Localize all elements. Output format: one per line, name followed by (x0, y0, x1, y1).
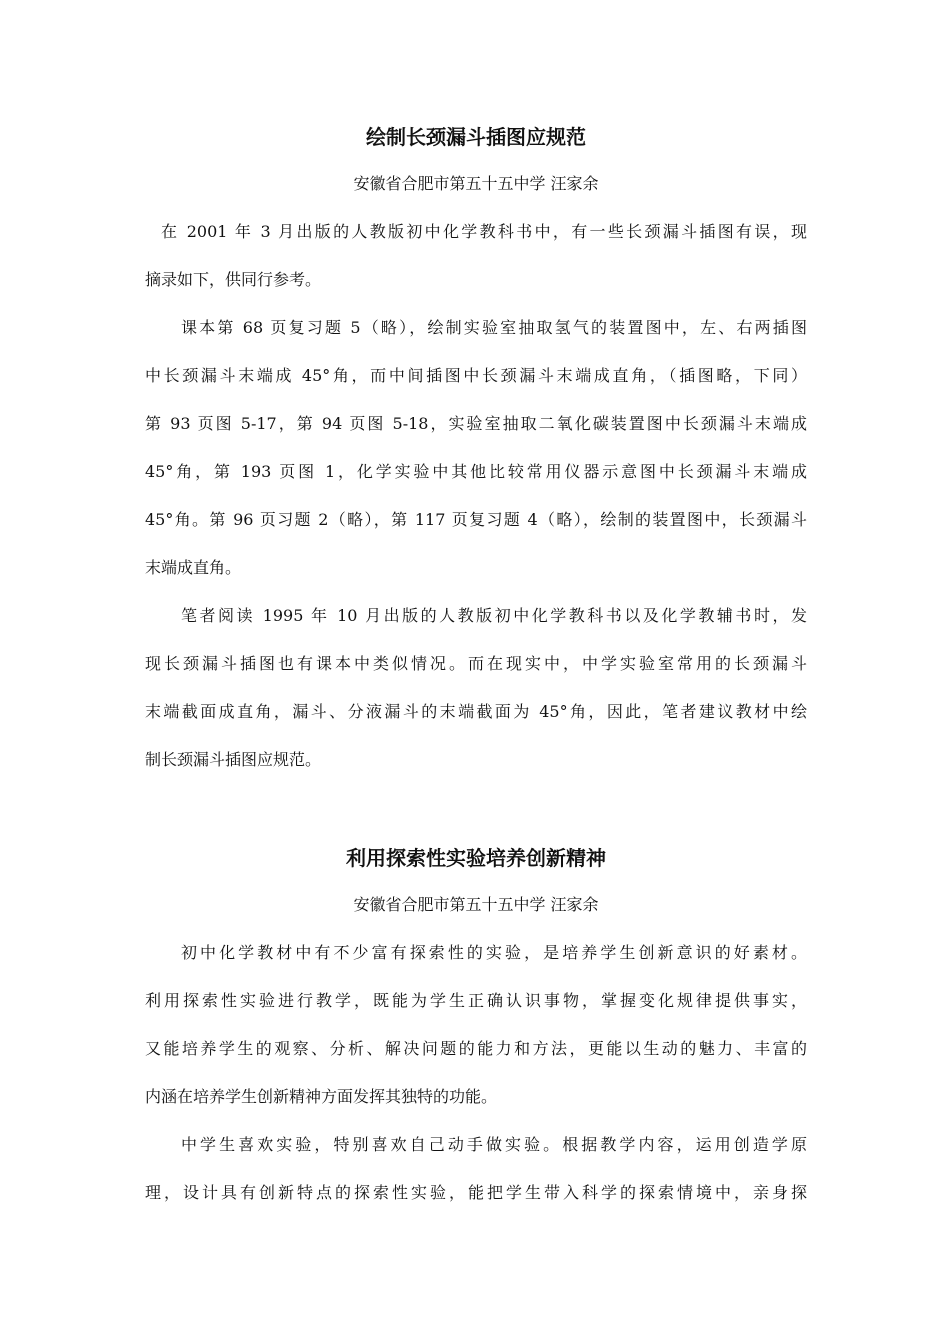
text-line: 理，设计具有创新特点的探索性实验，能把学生带入科学的探索情境中，亲身探 (145, 1183, 807, 1202)
text-line: 在 2001 年 3 月出版的人教版初中化学教科书中，有一些长颈漏斗插图有误，现 (161, 222, 807, 241)
article-author: 安徽省合肥市第五十五中学 汪家余 (353, 895, 599, 914)
text-line: 制长颈漏斗插图应规范。 (145, 750, 322, 769)
paragraph (145, 304, 807, 592)
text-line: 末端成直角。 (145, 558, 242, 577)
text-line: 内涵在培养学生创新精神方面发挥其独特的功能。 (145, 1087, 498, 1106)
article-exploratory-experiments (145, 843, 807, 1217)
text-line: 第 93 页图 5-17，第 94 页图 5-18，实验室抽取二氧化碳装置图中长颈漏斗末端成 (145, 414, 807, 433)
paragraph (145, 208, 807, 304)
text-line: 课本第 68 页复习题 5（略），绘制实验室抽取氢气的装置图中，左、右两插图 (181, 318, 807, 337)
article-title: 绘制长颈漏斗插图应规范 (366, 125, 586, 149)
article-long-neck-funnel (145, 122, 807, 784)
text-line: 摘录如下，供同行参考。 (145, 270, 322, 289)
article-title: 利用探索性实验培养创新精神 (346, 846, 606, 870)
paragraph (145, 1121, 807, 1217)
text-line: 初中化学教材中有不少富有探索性的实验，是培养学生创新意识的好素材。 (181, 943, 807, 962)
text-line: 笔者阅读 1995 年 10 月出版的人教版初中化学教科书以及化学教辅书时，发 (181, 606, 807, 625)
text-line: 利用探索性实验进行教学，既能为学生正确认识事物，掌握变化规律提供事实， (145, 991, 807, 1010)
text-line: 中长颈漏斗末端成 45°角，而中间插图中长颈漏斗末端成直角，（插图略，下同） (145, 366, 807, 385)
text-line: 45°角。第 96 页习题 2（略），第 117 页复习题 4（略），绘制的装置图中，长颈漏斗 (145, 510, 807, 529)
text-line: 现长颈漏斗插图也有课本中类似情况。而在现实中，中学实验室常用的长颈漏斗 (145, 654, 807, 673)
paragraph (145, 592, 807, 784)
text-line: 末端截面成直角，漏斗、分液漏斗的末端截面为 45°角，因此，笔者建议教材中绘 (145, 702, 807, 721)
text-line: 中学生喜欢实验，特别喜欢自己动手做实验。根据教学内容，运用创造学原 (181, 1135, 807, 1154)
text-line: 45°角，第 193 页图 1，化学实验中其他比较常用仪器示意图中长颈漏斗末端成 (145, 462, 807, 481)
paragraph (145, 929, 807, 1121)
text-line: 又能培养学生的观察、分析、解决问题的能力和方法，更能以生动的魅力、丰富的 (145, 1039, 807, 1058)
article-author: 安徽省合肥市第五十五中学 汪家余 (353, 174, 599, 193)
